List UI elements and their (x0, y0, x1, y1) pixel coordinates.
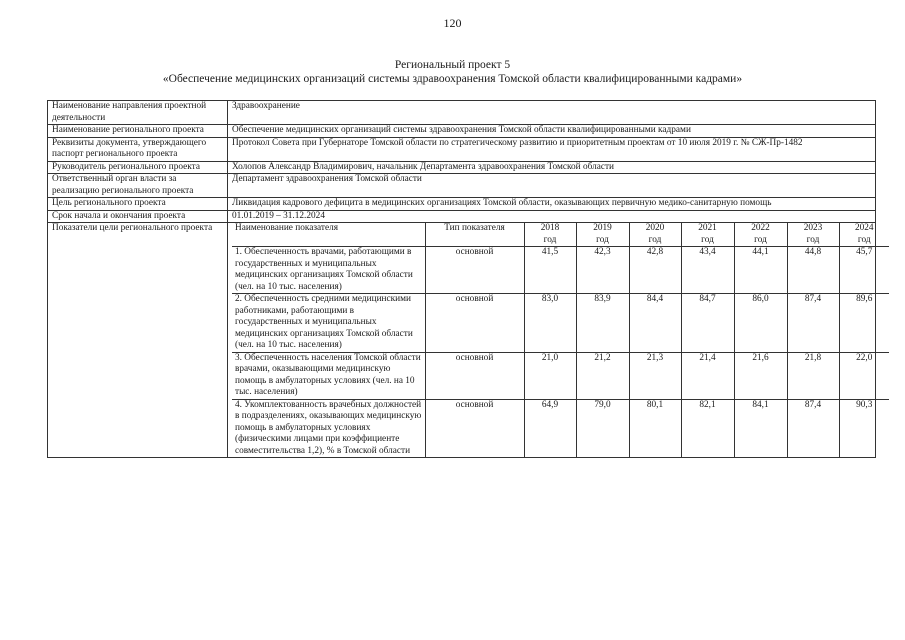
indicator-row (232, 247, 889, 294)
title-line-2: «Обеспечение медицинских организаций системы здравоохранения Томской области квалифицированными кадрами» (162, 73, 743, 85)
indicator-name: 4. Укомплектованность врачебных должностей в подразделениях, оказывающих медицинскую помощь в амбулаторных условиях (физическими лицами при коэффициенте совместительства 1,2), % в Томской области (232, 399, 425, 457)
indicator-value: 44,8 (787, 247, 839, 294)
passport-row (48, 174, 876, 198)
header-year (629, 223, 681, 247)
year-value: 2020 (645, 223, 665, 233)
passport-row (48, 210, 876, 223)
indicator-value: 45,7 (839, 247, 889, 294)
passport-label: Цель регионального проекта (48, 198, 228, 211)
passport-label: Реквизиты документа, утверждающего паспорт регионального проекта (48, 137, 228, 161)
indicator-value: 83,9 (576, 294, 629, 353)
indicator-value: 22,0 (839, 352, 889, 399)
passport-label: Ответственный орган власти за реализацию регионального проекта (48, 174, 228, 198)
indicator-value: 84,7 (681, 294, 734, 353)
indicator-value: 21,3 (629, 352, 681, 399)
year-value: 2022 (751, 223, 770, 233)
header-year (681, 223, 734, 247)
year-value: 2023 (803, 223, 823, 233)
indicator-value: 89,6 (839, 294, 889, 353)
indicator-name: 2. Обеспеченность средними медицинскими работниками, работающими в государственных и муниципальных медицинских организациях Томской области (чел. на 10 тыс. населения) (232, 294, 425, 353)
indicator-type: основной (425, 352, 524, 399)
indicator-type: основной (425, 247, 524, 294)
header-year (787, 223, 839, 247)
passport-row (48, 137, 876, 161)
indicator-value: 21,2 (576, 352, 629, 399)
year-suffix: год (701, 234, 714, 245)
header-year (734, 223, 787, 247)
year-suffix: год (806, 234, 820, 245)
indicators-label: Показатели цели регионального проекта (48, 223, 228, 458)
indicator-name: 1. Обеспеченность врачами, работающими в государственных и муниципальных медицинских организациях Томской области (чел. на 10 тыс. населения) (232, 247, 425, 294)
indicator-row (232, 399, 889, 457)
year-value: 2019 (593, 223, 612, 233)
indicator-value: 42,3 (576, 247, 629, 294)
indicator-name: 3. Обеспеченность населения Томской области врачами, оказывающими медицинскую помощь в амбулаторных условиях (чел. на 10 тыс. населения) (232, 352, 425, 399)
passport-row (48, 198, 876, 211)
indicator-value: 80,1 (629, 399, 681, 457)
indicator-value: 90,3 (839, 399, 889, 457)
year-suffix: год (543, 234, 557, 245)
indicator-value: 42,8 (629, 247, 681, 294)
year-value: 2021 (698, 223, 717, 233)
indicator-row (232, 352, 889, 399)
passport-label: Руководитель регионального проекта (48, 161, 228, 174)
passport-row (48, 125, 876, 138)
year-suffix: год (754, 234, 767, 245)
passport-label: Наименование направления проектной деятельности (48, 101, 228, 125)
header-indicator-type: Тип показателя (425, 223, 524, 247)
year-value: 2024 (854, 223, 874, 233)
indicator-value: 87,4 (787, 399, 839, 457)
passport-table (47, 100, 876, 458)
passport-row (48, 101, 876, 125)
indicators-header (232, 223, 889, 247)
passport-value: 01.01.2019 – 31.12.2024 (228, 210, 876, 223)
passport-value: Холопов Александр Владимирович, начальник Департамента здравоохранения Томской области (228, 161, 876, 174)
indicator-value: 79,0 (576, 399, 629, 457)
year-suffix: год (857, 234, 871, 245)
header-indicator-name: Наименование показателя (232, 223, 425, 247)
year-value: 2018 (540, 223, 560, 233)
indicator-value: 82,1 (681, 399, 734, 457)
indicators-row (48, 223, 876, 458)
passport-value: Обеспечение медицинских организаций системы здравоохранения Томской области квалифицированными кадрами (228, 125, 876, 138)
year-suffix: год (596, 234, 609, 245)
indicator-type: основной (425, 399, 524, 457)
document-title (0, 58, 905, 86)
indicator-value: 84,1 (734, 399, 787, 457)
indicator-value: 41,5 (524, 247, 576, 294)
header-year (576, 223, 629, 247)
passport-row (48, 161, 876, 174)
indicator-value: 84,4 (629, 294, 681, 353)
header-year (839, 223, 889, 247)
indicator-value: 64,9 (524, 399, 576, 457)
indicator-value: 83,0 (524, 294, 576, 353)
passport-value: Ликвидация кадрового дефицита в медицинских организациях Томской области, оказывающих первичную медико-санитарную помощь (228, 198, 876, 211)
indicator-value: 43,4 (681, 247, 734, 294)
passport-value: Здравоохранение (228, 101, 876, 125)
indicators-table (232, 223, 889, 457)
indicator-row (232, 294, 889, 353)
passport-value: Протокол Совета при Губернаторе Томской области по стратегическому развитию и приоритетным проектам от 10 июля 2019 г. № СЖ-Пр-1482 (228, 137, 876, 161)
indicator-value: 21,0 (524, 352, 576, 399)
indicator-value: 44,1 (734, 247, 787, 294)
passport-label: Наименование регионального проекта (48, 125, 228, 138)
page-number: 120 (443, 16, 462, 30)
title-line-1: Региональный проект 5 (394, 59, 511, 71)
indicator-value: 87,4 (787, 294, 839, 353)
indicator-type: основной (425, 294, 524, 353)
indicator-value: 21,8 (787, 352, 839, 399)
passport-label: Срок начала и окончания проекта (48, 210, 228, 223)
indicator-value: 21,4 (681, 352, 734, 399)
indicator-value: 86,0 (734, 294, 787, 353)
year-suffix: год (648, 234, 662, 245)
indicator-value: 21,6 (734, 352, 787, 399)
passport-value: Департамент здравоохранения Томской области (228, 174, 876, 198)
header-year (524, 223, 576, 247)
